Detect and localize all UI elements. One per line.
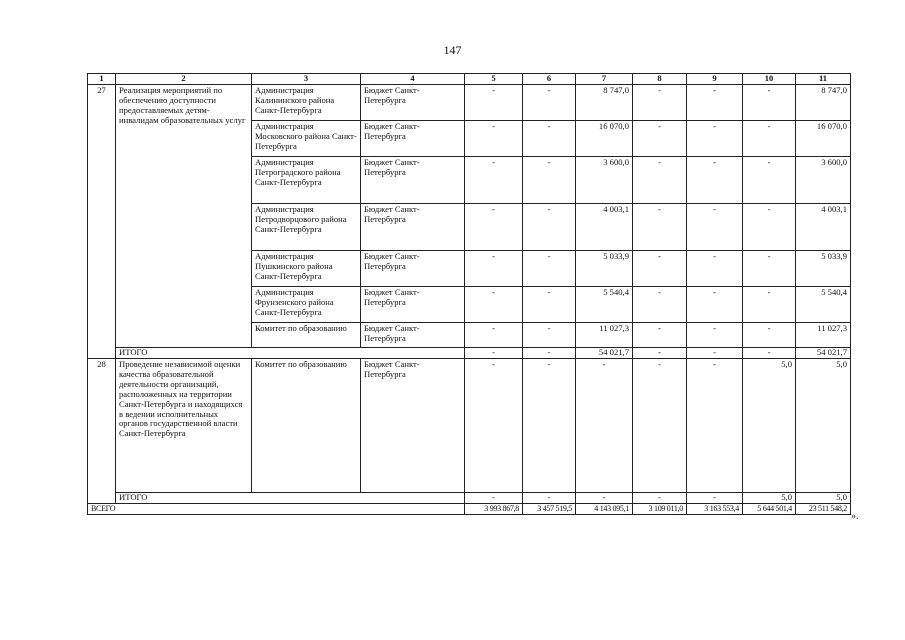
- value-cell-c10: -: [743, 204, 796, 251]
- value-cell-c6: -: [523, 121, 576, 157]
- subtotal-label: ИТОГО: [116, 348, 465, 359]
- table-row: [88, 85, 851, 121]
- funding-source-cell: Бюджет Санкт-Петербурга: [361, 204, 465, 251]
- value-cell-c5: -: [465, 323, 523, 348]
- value-cell-c6: -: [523, 287, 576, 323]
- executor-cell: Администрация Пушкинского района Санкт-Петербурга: [252, 251, 361, 287]
- executor-cell: Администрация Петродворцового района Санкт-Петербурга: [252, 204, 361, 251]
- subtotal-cell-c7: 54 021,7: [576, 348, 633, 359]
- header-cell: 5: [465, 74, 523, 85]
- header-cell: 11: [796, 74, 851, 85]
- subtotal-row: [88, 348, 851, 359]
- value-cell-c6: -: [523, 359, 576, 493]
- subtotal-label: ИТОГО: [116, 493, 465, 504]
- budget-table: [87, 73, 851, 515]
- value-cell-c5: -: [465, 157, 523, 204]
- value-cell-c11: 3 600,0: [796, 157, 851, 204]
- subtotal-cell-c6: -: [523, 493, 576, 504]
- value-cell-c7: 16 070,0: [576, 121, 633, 157]
- executor-cell: Комитет по образованию: [252, 323, 361, 348]
- grand-total-cell-c5: 3 993 867,8: [465, 504, 523, 515]
- value-cell-c8: -: [633, 204, 687, 251]
- funding-source-cell: Бюджет Санкт-Петербурга: [361, 287, 465, 323]
- subtotal-cell-c10: 5,0: [743, 493, 796, 504]
- value-cell-c9: -: [687, 359, 743, 493]
- item-description-cell: Проведение независимой оценки качества образовательной деятельности организаций, расположенных на территории Санкт-Петербурга и находящихся в ведении исполнительных органов государственной власти Санкт-Петербурга: [116, 359, 252, 493]
- value-cell-c10: -: [743, 85, 796, 121]
- executor-cell: Администрация Московского района Санкт-Петербурга: [252, 121, 361, 157]
- value-cell-c9: -: [687, 287, 743, 323]
- value-cell-c7: 4 003,1: [576, 204, 633, 251]
- header-cell: 8: [633, 74, 687, 85]
- header-cell: 3: [252, 74, 361, 85]
- subtotal-cell-c6: -: [523, 348, 576, 359]
- header-cell: 2: [116, 74, 252, 85]
- value-cell-c11: 11 027,3: [796, 323, 851, 348]
- subtotal-cell-c11: 5,0: [796, 493, 851, 504]
- funding-source-cell: Бюджет Санкт-Петербурга: [361, 323, 465, 348]
- table-body: [88, 74, 851, 515]
- funding-source-cell: Бюджет Санкт-Петербурга: [361, 85, 465, 121]
- grand-total-cell-c9: 3 163 553,4: [687, 504, 743, 515]
- value-cell-c7: 5 540,4: [576, 287, 633, 323]
- header-cell: 10: [743, 74, 796, 85]
- value-cell-c9: -: [687, 157, 743, 204]
- executor-cell: Администрация Калининского района Санкт-Петербурга: [252, 85, 361, 121]
- subtotal-cell-c9: -: [687, 348, 743, 359]
- value-cell-c8: -: [633, 323, 687, 348]
- value-cell-c7: 3 600,0: [576, 157, 633, 204]
- header-cell: 9: [687, 74, 743, 85]
- subtotal-cell-c8: -: [633, 348, 687, 359]
- value-cell-c8: -: [633, 359, 687, 493]
- value-cell-c5: -: [465, 204, 523, 251]
- header-cell: 6: [523, 74, 576, 85]
- grand-total-cell-c11: 23 511 548,2: [796, 504, 851, 515]
- value-cell-c5: -: [465, 287, 523, 323]
- value-cell-c10: -: [743, 251, 796, 287]
- value-cell-c10: -: [743, 323, 796, 348]
- value-cell-c9: -: [687, 121, 743, 157]
- value-cell-c9: -: [687, 85, 743, 121]
- value-cell-c9: -: [687, 323, 743, 348]
- subtotal-cell-c11: 54 021,7: [796, 348, 851, 359]
- funding-source-cell: Бюджет Санкт-Петербурга: [361, 121, 465, 157]
- value-cell-c11: 5,0: [796, 359, 851, 493]
- funding-source-cell: Бюджет Санкт-Петербурга: [361, 157, 465, 204]
- closing-quote-mark: ».: [851, 511, 859, 522]
- value-cell-c8: -: [633, 157, 687, 204]
- value-cell-c11: 5 033,9: [796, 251, 851, 287]
- header-cell: 1: [88, 74, 116, 85]
- value-cell-c9: -: [687, 204, 743, 251]
- value-cell-c11: 8 747,0: [796, 85, 851, 121]
- value-cell-c7: 11 027,3: [576, 323, 633, 348]
- value-cell-c5: -: [465, 251, 523, 287]
- grand-total-cell-c6: 3 457 519,5: [523, 504, 576, 515]
- value-cell-c11: 16 070,0: [796, 121, 851, 157]
- subtotal-row: [88, 493, 851, 504]
- value-cell-c10: -: [743, 287, 796, 323]
- grand-total-label: ВСЕГО: [88, 504, 465, 515]
- header-row: [88, 74, 851, 85]
- value-cell-c8: -: [633, 251, 687, 287]
- value-cell-c8: -: [633, 85, 687, 121]
- value-cell-c5: -: [465, 85, 523, 121]
- value-cell-c6: -: [523, 323, 576, 348]
- subtotal-cell-c5: -: [465, 348, 523, 359]
- subtotal-cell-c5: -: [465, 493, 523, 504]
- executor-cell: Комитет по образованию: [252, 359, 361, 493]
- value-cell-c6: -: [523, 251, 576, 287]
- item-number-cell: 27: [88, 85, 116, 359]
- item-description-cell: Реализация мероприятий по обеспечению доступности предоставляемых детям-инвалидам образовательных услуг: [116, 85, 252, 348]
- value-cell-c9: -: [687, 251, 743, 287]
- value-cell-c7: 5 033,9: [576, 251, 633, 287]
- value-cell-c6: -: [523, 204, 576, 251]
- value-cell-c8: -: [633, 121, 687, 157]
- page-number: 147: [443, 43, 462, 57]
- executor-cell: Администрация Петроградского района Санкт-Петербурга: [252, 157, 361, 204]
- value-cell-c11: 5 540,4: [796, 287, 851, 323]
- value-cell-c7: 8 747,0: [576, 85, 633, 121]
- grand-total-cell-c10: 5 644 501,4: [743, 504, 796, 515]
- item-number-cell: 28: [88, 359, 116, 504]
- grand-total-cell-c7: 4 143 095,1: [576, 504, 633, 515]
- subtotal-cell-c10: -: [743, 348, 796, 359]
- value-cell-c8: -: [633, 287, 687, 323]
- value-cell-c5: -: [465, 359, 523, 493]
- value-cell-c5: -: [465, 121, 523, 157]
- funding-source-cell: Бюджет Санкт-Петербурга: [361, 359, 465, 493]
- header-cell: 7: [576, 74, 633, 85]
- value-cell-c6: -: [523, 85, 576, 121]
- funding-source-cell: Бюджет Санкт-Петербурга: [361, 251, 465, 287]
- header-cell: 4: [361, 74, 465, 85]
- value-cell-c11: 4 003,1: [796, 204, 851, 251]
- value-cell-c10: -: [743, 121, 796, 157]
- executor-cell: Администрация Фрунзенского района Санкт-Петербурга: [252, 287, 361, 323]
- value-cell-c10: -: [743, 157, 796, 204]
- grand-total-row: [88, 504, 851, 515]
- subtotal-cell-c9: -: [687, 493, 743, 504]
- subtotal-cell-c8: -: [633, 493, 687, 504]
- value-cell-c6: -: [523, 157, 576, 204]
- grand-total-cell-c8: 3 109 011,0: [633, 504, 687, 515]
- value-cell-c10: 5,0: [743, 359, 796, 493]
- value-cell-c7: -: [576, 359, 633, 493]
- table-row: [88, 359, 851, 493]
- subtotal-cell-c7: -: [576, 493, 633, 504]
